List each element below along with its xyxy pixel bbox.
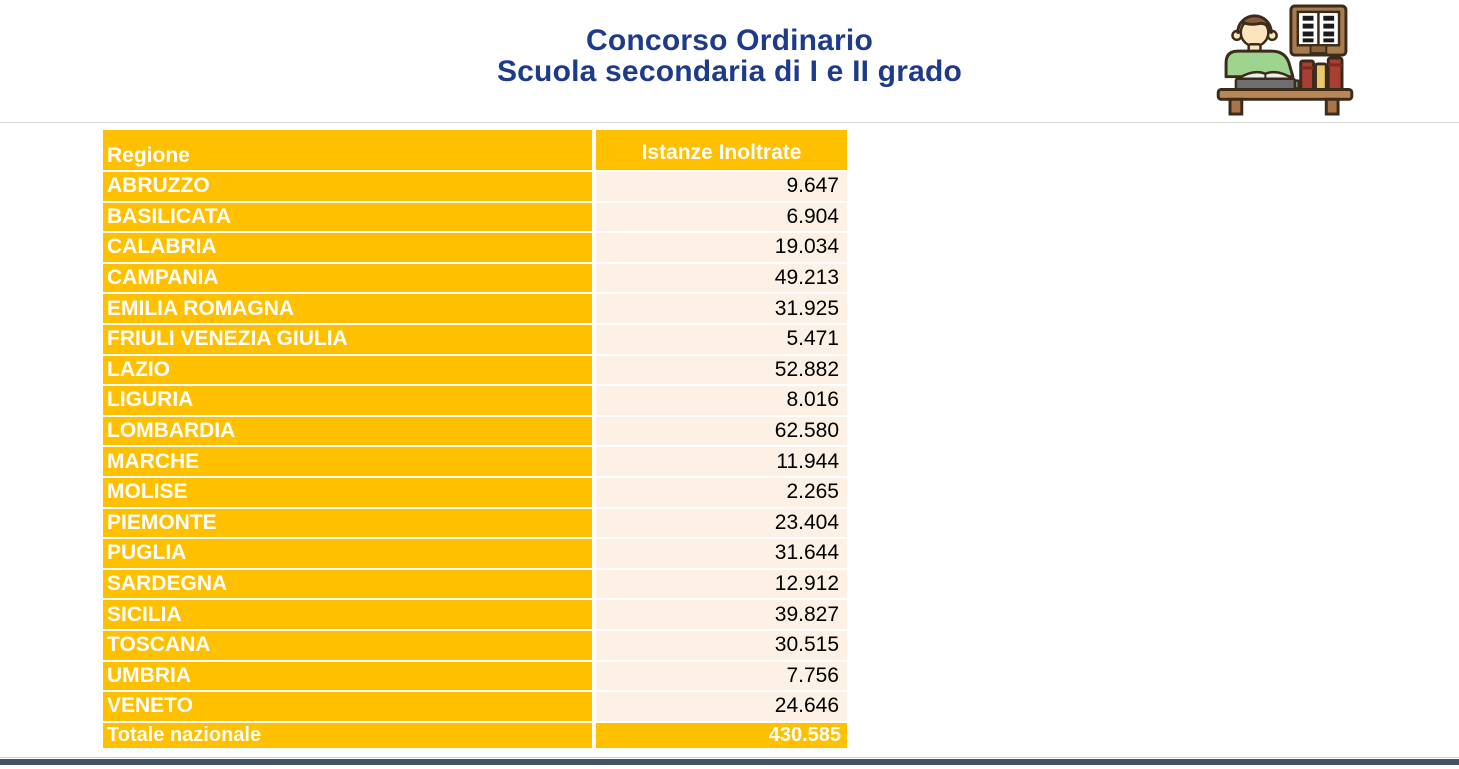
region-value-cell: 31.925 <box>596 294 847 323</box>
title-line-2: Scuola secondaria di I e II grado <box>496 55 963 88</box>
region-name-cell: PIEMONTE <box>103 509 592 538</box>
region-name-cell: VENETO <box>103 692 592 721</box>
region-name-cell: LIGURIA <box>103 386 592 415</box>
region-value-cell: 7.756 <box>596 662 847 691</box>
region-value-cell: 39.827 <box>596 600 847 629</box>
region-name-cell: MOLISE <box>103 478 592 507</box>
top-divider <box>0 122 1459 123</box>
region-name-cell: CALABRIA <box>103 233 592 262</box>
table-total-row <box>103 723 847 748</box>
region-name-cell: ABRUZZO <box>103 172 592 201</box>
desk <box>1218 89 1352 114</box>
region-name-cell: BASILICATA <box>103 203 592 232</box>
region-name-cell: UMBRIA <box>103 662 592 691</box>
person-reading <box>1226 16 1293 77</box>
total-label-cell: Totale nazionale <box>103 723 592 748</box>
region-name-cell: SARDEGNA <box>103 570 592 599</box>
region-name-cell: TOSCANA <box>103 631 592 660</box>
region-value-cell: 23.404 <box>596 509 847 538</box>
region-value-cell: 24.646 <box>596 692 847 721</box>
regions-table <box>103 130 847 748</box>
region-value-cell: 49.213 <box>596 264 847 293</box>
region-value-cell: 19.034 <box>596 233 847 262</box>
column-header-regione: Regione <box>103 130 592 170</box>
region-name-cell: PUGLIA <box>103 539 592 568</box>
region-name-cell: EMILIA ROMAGNA <box>103 294 592 323</box>
student-reading-at-desk-icon <box>1215 4 1357 116</box>
title-line-1: Concorso Ordinario <box>586 24 873 57</box>
region-value-cell: 8.016 <box>596 386 847 415</box>
column-header-istanze-inoltrate: Istanze Inoltrate <box>596 130 847 170</box>
standing-books <box>1301 58 1342 91</box>
region-name-cell: CAMPANIA <box>103 264 592 293</box>
table-header-row <box>103 130 847 170</box>
region-value-cell: 11.944 <box>596 447 847 476</box>
region-value-cell: 5.471 <box>596 325 847 354</box>
total-value-cell: 430.585 <box>596 723 847 748</box>
region-name-cell: FRIULI VENEZIA GIULIA <box>103 325 592 354</box>
region-value-cell: 6.904 <box>596 203 847 232</box>
region-value-cell: 62.580 <box>596 417 847 446</box>
region-name-cell: LAZIO <box>103 356 592 385</box>
bottom-accent-bar <box>0 759 1459 765</box>
region-value-cell: 12.912 <box>596 570 847 599</box>
region-value-cell: 31.644 <box>596 539 847 568</box>
region-name-cell: SICILIA <box>103 600 592 629</box>
table-body <box>103 172 847 721</box>
bottom-thin-divider <box>0 757 1459 758</box>
region-name-cell: LOMBARDIA <box>103 417 592 446</box>
region-value-cell: 52.882 <box>596 356 847 385</box>
region-value-cell: 30.515 <box>596 631 847 660</box>
framed-open-book <box>1291 6 1346 55</box>
region-value-cell: 2.265 <box>596 478 847 507</box>
region-name-cell: MARCHE <box>103 447 592 476</box>
region-value-cell: 9.647 <box>596 172 847 201</box>
